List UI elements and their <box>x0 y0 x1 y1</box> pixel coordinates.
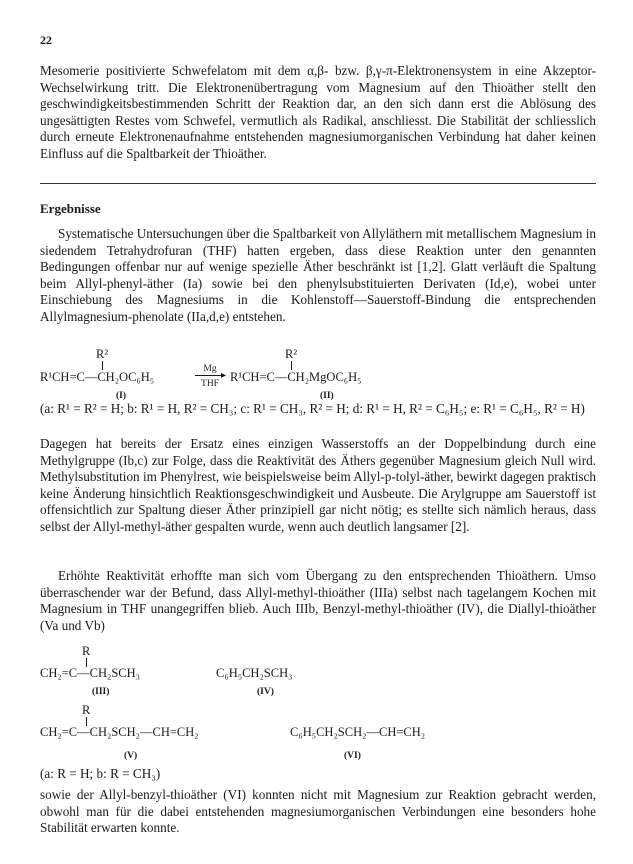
legend-1 <box>40 401 596 418</box>
iv-label: (IV) <box>257 687 274 697</box>
arrow-reagent-thf: THF <box>201 379 219 389</box>
section-heading: Ergebnisse <box>40 201 101 216</box>
reactant-label: (I) <box>116 391 127 401</box>
legend-2 <box>40 766 596 783</box>
vi-label: (VI) <box>344 751 361 761</box>
iv-formula: C₆H₅CH₂SCH₃ <box>216 666 293 680</box>
intro-paragraph <box>40 63 596 163</box>
intro-text: Mesomerie positivierte Schwefelatom mit dem α,β- bzw. β,γ-π-Elektronensystem in eine Akzeptor-Wechselwirkung tritt. Die Elektronenübertragung vom Magnesium auf den Thioäther stellt den geschwindigkeitsbestimmenden Schritt der Reaktion dar, an den sich dann erst die Ablösung des ungesättigten Restes vom Schwefel, vermutlich als Radikal, anschliesst. Die Stabilität der schliesslich durch erneute Elektronenaufnahme entstehenden magnesiumorganischen Verbindung hat daher keinen Einfluss auf die Spaltbarkeit der Thioäther. <box>40 63 596 161</box>
paragraph-2 <box>40 436 596 536</box>
iii-formula: CH₂=C—CH₂SCH₃ <box>40 666 141 680</box>
page-number: 22 <box>40 33 52 47</box>
paragraph-4 <box>40 787 596 837</box>
v-label: (V) <box>124 751 138 761</box>
iii-substituent: R <box>82 644 91 658</box>
paragraph-3-text: Erhöhte Reaktivität erhoffte man sich vom Übergang zu den entsprechenden Thioäthern. Umso überraschender war der Befund, dass Allyl-methyl-thioäther (IIIa) selbst nach tagelangem Kochen mit Magnesium in THF unangegriffen blieb. Auch IIIb, Benzyl-methyl-thioäther (IV), die Diallyl-thioäther (Va und Vb) <box>40 568 596 633</box>
paragraph-2-text: Dagegen hat bereits der Ersatz eines einzigen Wasserstoffs an der Doppelbindung durch eine Methylgruppe (Ib,c) zur Folge, dass die Reaktivität des Äthers gegenüber Magnesium gleich Null wird. Methylsubstitution im Phenylrest, wie beispielsweise beim Allyl-p-tolyl-äther, bewirkt dagegen praktisch keine Änderung hinsichtlich Reaktionsgeschwindigkeit und Ausbeute. Die Arylgruppe am Sauerstoff ist offensichtlich zur Spaltung dieser Äther prinzipiell gar nicht nötig; es stellte sich nämlich heraus, dass selbst der Allyl-methyl-äther gespalten wurde, wenn auch deutlich langsamer [2]. <box>40 436 596 534</box>
arrow-head-icon: ▸ <box>221 370 227 381</box>
product-formula: R¹CH=C—CH₂MgOC₆H₅ <box>230 370 362 384</box>
v-formula: CH₂=C—CH₂SCH₂—CH=CH₂ <box>40 725 199 739</box>
product-label: (II) <box>320 391 334 401</box>
reactant-formula: R¹CH=C—CH₂OC₆H₅ <box>40 370 155 384</box>
iii-label: (III) <box>92 687 110 697</box>
v-substituent: R <box>82 703 91 717</box>
product-substituent: R² <box>285 347 298 361</box>
vi-formula: C₆H₅CH₂SCH₂—CH=CH₂ <box>290 725 426 739</box>
paragraph-3 <box>40 568 596 634</box>
legend-2-text: (a: R = H; b: R = CH₃) <box>40 766 161 781</box>
section-divider <box>40 183 596 184</box>
arrow-reagent-mg: Mg <box>203 364 217 374</box>
paragraph-1 <box>40 226 596 326</box>
legend-1-text: (a: R¹ = R² = H; b: R¹ = H, R² = CH₃; c: R¹ = CH₃, R² = H; d: R¹ = H, R² = C₆H₅; e: R¹ = C₆H₅, R² = H) <box>40 401 585 416</box>
paragraph-4-text: sowie der Allyl-benzyl-thioäther (VI) konnten nicht mit Magnesium zur Reaktion gebracht werden, obwohl man für die dabei entstehenden magnesiumorganischen Verbindungen eine besonders hohe Stabilität erwarten konnte. <box>40 787 596 836</box>
paragraph-1-text: Systematische Untersuchungen über die Spaltbarkeit von Allyläthern mit metallischem Magnesium in siedendem Tetrahydrofuran (THF) hatten ergeben, dass diese Reaktion unter den genannten Bedingungen offenbar nur auf wenige spezielle Äther beschränkt ist [1,2]. Glatt verläuft die Spaltung beim Allyl-phenyl-äther (Ia) sowie bei den phenylsubstituierten Derivaten (Id,e), wobei unter Einschiebung des Magnesiums in die Kohlenstoff—Sauerstoff-Bindung die entsprechenden Allylmagnesium-phenolate (IIa,d,e) entstehen. <box>40 226 596 324</box>
reactant-substituent: R² <box>96 347 109 361</box>
